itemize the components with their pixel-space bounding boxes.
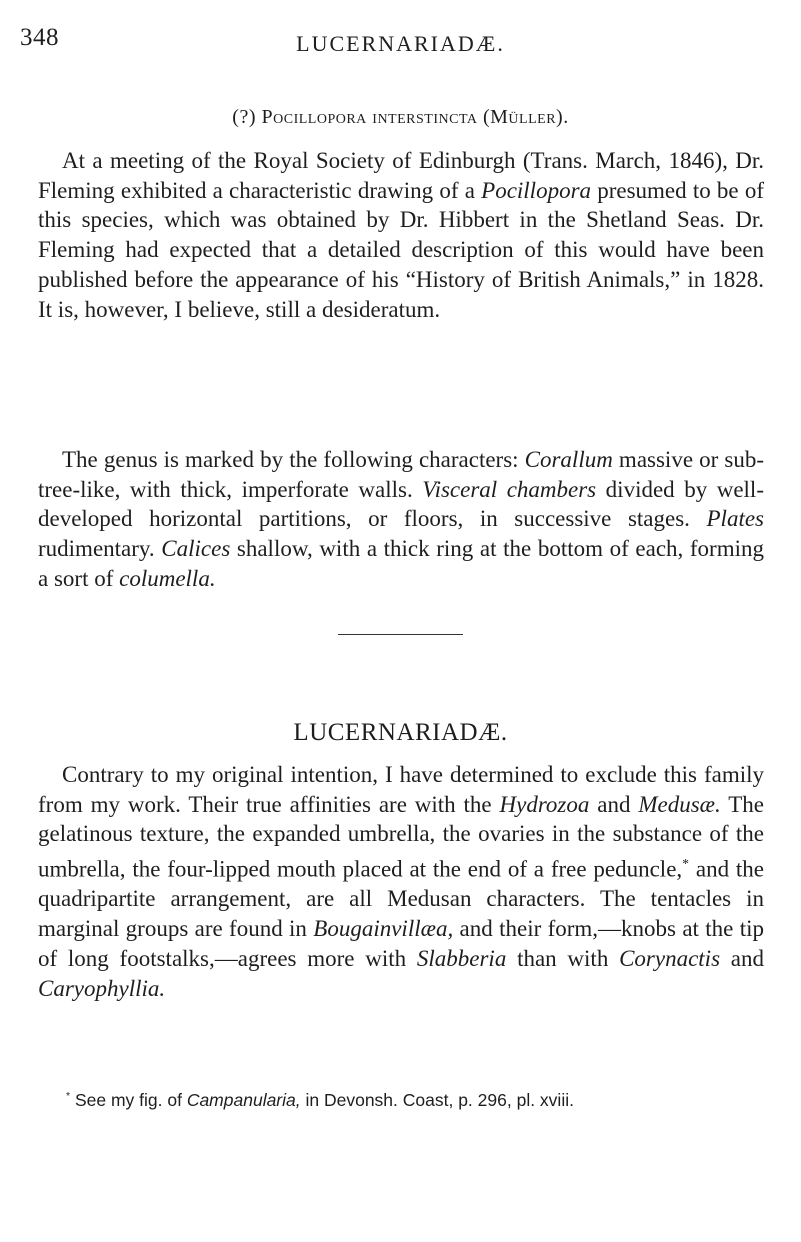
- paragraph-pocillopora-intro: [38, 146, 764, 324]
- text-run: than with: [506, 945, 620, 971]
- paragraph-lucernariadae: [38, 760, 764, 1003]
- text-run: presumed to be of this species, which was obtained by Dr. Hibbert in the Shetland Seas. Dr. Fleming had expected that a detailed description of this would have been published before the appearance of his “History of British Animals,” in 1828. It is, however, I believe, still a desideratum.: [38, 177, 764, 322]
- italic-term: Campanularia,: [186, 1090, 301, 1110]
- section-divider: [338, 634, 463, 635]
- italic-term: Hydrozoa: [499, 791, 590, 817]
- footnote-marker: *: [682, 856, 690, 872]
- section-heading: LUCERNARIADÆ.: [293, 719, 508, 746]
- italic-term: Pocillopora: [481, 177, 592, 203]
- footnote-marker: *: [66, 1090, 71, 1103]
- text-run: in Devonsh. Coast, p. 296, pl. xviii.: [300, 1090, 574, 1110]
- text-run: and their form,—knobs at the tip of long footstalks,—agrees more with: [38, 916, 764, 971]
- italic-term: columella.: [119, 565, 216, 591]
- paragraph-text: [38, 760, 764, 1003]
- page-number: 348: [20, 24, 59, 51]
- article-title: (?) Pocillopora interstincta (Müller).: [232, 106, 569, 128]
- italic-term: Visceral chambers: [422, 476, 597, 502]
- text-run: The genus is marked by the following characters:: [62, 447, 525, 472]
- text-run: and: [720, 945, 764, 971]
- paragraph-text: [38, 146, 764, 324]
- footnote: [66, 1090, 574, 1111]
- italic-term: Corallum: [524, 447, 613, 472]
- text-run: divided by well-developed horizontal partitions, or floors, in successive stages.: [38, 476, 764, 532]
- running-head: LUCERNARIADÆ.: [296, 31, 505, 56]
- italic-term: Caryophyllia.: [38, 975, 166, 1001]
- text-run: At a meeting of the Royal Society of Edinburgh (Trans. March, 1846), Dr. Fleming exhibited a characteristic drawing of a: [38, 148, 764, 203]
- paragraph-genus-characters: [38, 445, 764, 594]
- text-run: Contrary to my original intention, I have determined to exclude this family from my work. Their true affinities are with the: [38, 762, 764, 817]
- text-run: shallow, with a thick ring at the bottom of each, forming a sort of: [38, 536, 764, 591]
- text-run: massive or sub-tree-like, with thick, imperforate walls.: [38, 447, 764, 502]
- italic-term: Bougainvillæa,: [313, 916, 454, 942]
- paragraph-text: [38, 445, 764, 594]
- text-run: The gelatinous texture, the expanded umbrella, the ovaries in the substance of the umbrella, the four-lipped mouth placed at the end of a free peduncle,: [38, 791, 764, 882]
- italic-term: Plates: [706, 506, 764, 532]
- text-run: and: [589, 791, 639, 817]
- italic-term: Slabberia: [416, 945, 507, 971]
- page-header: [0, 24, 801, 64]
- italic-term: Calices: [161, 536, 231, 562]
- text-run: and the quadripartite arrangement, are all Medusan characters. The tentacles in marginal groups are found in: [38, 856, 765, 942]
- italic-term: Corynactis: [619, 945, 721, 971]
- text-run: rudimentary.: [38, 536, 162, 562]
- text-run: See my fig. of: [70, 1090, 187, 1110]
- italic-term: Medusæ.: [638, 791, 721, 817]
